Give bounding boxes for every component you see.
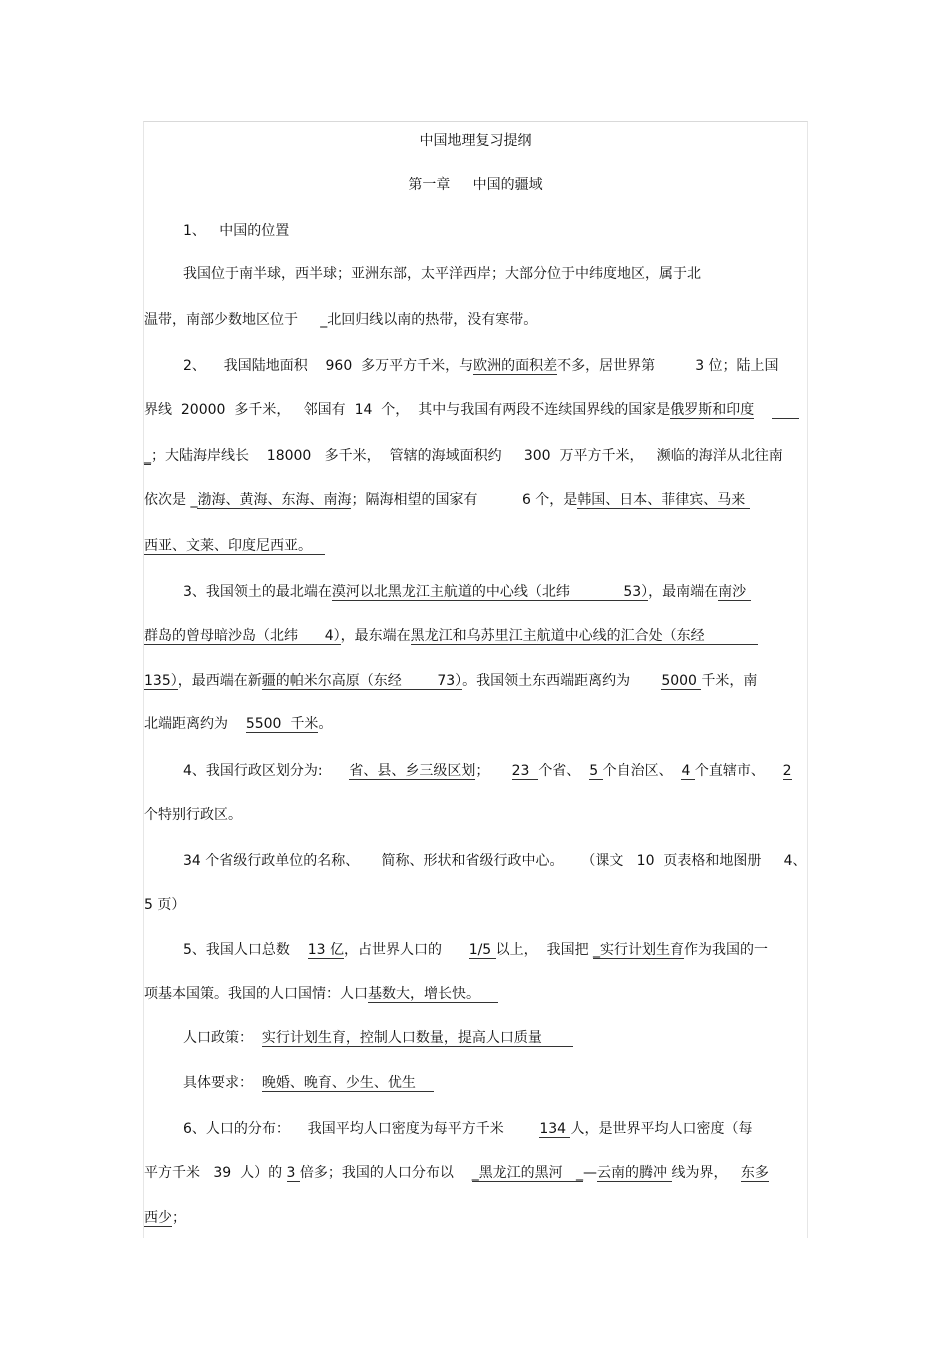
chapter-heading: 第一章 中国的疆域 <box>408 177 543 193</box>
answer-blank: 西亚、文莱、印度尼西亚。 <box>144 538 326 554</box>
text-line: 2、 我国陆地面积 960 多万平方千米，与欧洲的面积差不多，居世界第 3 位；陆上国 <box>183 358 779 374</box>
answer-blank: 基数大，增长快。 <box>368 986 498 1002</box>
answer-blank: 5500 千米 <box>245 716 319 732</box>
text-line: 135），最西端在新疆的帕米尔高原（东经 73）。我国领土东西端距离约为 5000 千米，南 <box>144 673 758 689</box>
answer-blank: 南沙 <box>718 584 751 600</box>
answer-blank: 135） <box>144 673 178 689</box>
answer-blank: 漠河以北黑龙江主航道的中心线（北纬 53） <box>331 584 649 600</box>
text-line: 5、我国人口总数 13 亿，占世界人口的 1/5 以上， 我国把 _实行计划生育作为我国的一 <box>183 942 769 958</box>
answer-blank: 欧洲的面积差 <box>473 358 558 374</box>
answer-blank: 晚婚、晚育、少生、优生 <box>261 1075 434 1091</box>
answer-blank: 5 <box>589 763 603 779</box>
answer-blank: 23 <box>511 763 539 779</box>
answer-blank: 群岛的曾母暗沙岛（北纬 4） <box>144 628 341 644</box>
answer-blank: 省、县、乡三级区划 <box>349 763 476 779</box>
answer-blank: 4 <box>681 763 695 779</box>
answer-blank: 黑龙江和乌苏里江主航道中心线的汇合处（东经 <box>410 628 759 644</box>
answer-blank: 13 亿 <box>307 942 344 958</box>
text-line: _；大陆海岸线长 18000 多千米， 管辖的海域面积约 300 万平方千米， 濒临的海洋从北往南 <box>144 448 783 464</box>
answer-blank: 韩国、日本、菲律宾、马来 <box>577 492 750 508</box>
answer-blank: 疆的帕米尔高原（东经 73） <box>261 673 463 689</box>
answer-blank: _ <box>144 448 151 464</box>
doc-title: 中国地理复习提纲 <box>419 133 532 149</box>
answer-blank: 东多 <box>740 1165 769 1181</box>
text-line: 温带，南部少数地区位于 _北回归线以南的热带，没有寒带。 <box>144 312 538 328</box>
text-line: 34 个省级行政单位的名称、 简称、形状和省级行政中心。 （课文 10 页表格和地图册 4、 <box>183 853 807 869</box>
answer-blank <box>772 402 799 418</box>
answer-blank: _黑龙江的黑河 _ <box>471 1165 584 1181</box>
text-line: 北端距离约为 5500 千米。 <box>144 716 333 732</box>
answer-blank: 5000 <box>661 673 702 689</box>
answer-blank: 实行计划生育，控制人口数量，提高人口质量 <box>261 1030 574 1046</box>
text-line: 项基本国策。我国的人口国情：人口基数大，增长快。 <box>144 986 498 1002</box>
answer-blank: _实行计划生育 <box>593 942 685 958</box>
answer-blank: 渤海、黄海、东海、南海 <box>197 492 352 508</box>
section-heading: 1、 中国的位置 <box>183 223 290 239</box>
document-page <box>143 121 808 1238</box>
answer-blank: 134 <box>539 1121 571 1137</box>
text-line: 界线 20000 多千米， 邻国有 14 个， 其中与我国有两段不连续国界线的国家是俄罗斯和印度 <box>144 401 799 419</box>
text-line: 依次是 _渤海、黄海、东海、南海；隔海相望的国家有 6 个，是韩国、日本、菲律宾、马来 <box>144 492 750 508</box>
text-line: 平方千米 39 人）的 3 倍多；我国的人口分布以 _黑龙江的黑河 _—云南的腾冲 线为界， 东多 <box>144 1165 769 1181</box>
answer-blank: 3 <box>286 1165 300 1181</box>
answer-blank: 俄罗斯和印度 <box>670 402 755 418</box>
text-line: 6、人口的分布： 我国平均人口密度为每平方千米 134 人，是世界平均人口密度（每 <box>183 1121 753 1137</box>
text-line: 西少； <box>144 1210 186 1226</box>
text-line: 具体要求： 晚婚、晚育、少生、优生 <box>183 1075 434 1091</box>
text-line: 群岛的曾母暗沙岛（北纬 4），最东端在黑龙江和乌苏里江主航道中心线的汇合处（东经 <box>144 628 759 644</box>
text-line: 人口政策： 实行计划生育，控制人口数量，提高人口质量 <box>183 1030 574 1046</box>
text-line <box>144 537 325 555</box>
text-line: 我国位于南半球，西半球；亚洲东部，太平洋西岸；大部分位于中纬度地区，属于北 <box>183 266 701 282</box>
answer-blank: 1/5 <box>468 942 496 958</box>
text-line: 4、我国行政区划分为: 省、县、乡三级区划； 23 个省、 5 个自治区、 4 个直辖市、 2 <box>183 763 792 779</box>
answer-blank: 西少 <box>144 1210 172 1226</box>
text-line: 5 页） <box>144 897 186 913</box>
answer-blank: 2 <box>782 763 792 779</box>
text-line: 3、我国领土的最北端在漠河以北黑龙江主航道的中心线（北纬 53），最南端在南沙 <box>183 584 751 600</box>
answer-blank: 云南的腾冲 <box>597 1165 672 1181</box>
text-line: 个特别行政区。 <box>144 807 242 823</box>
